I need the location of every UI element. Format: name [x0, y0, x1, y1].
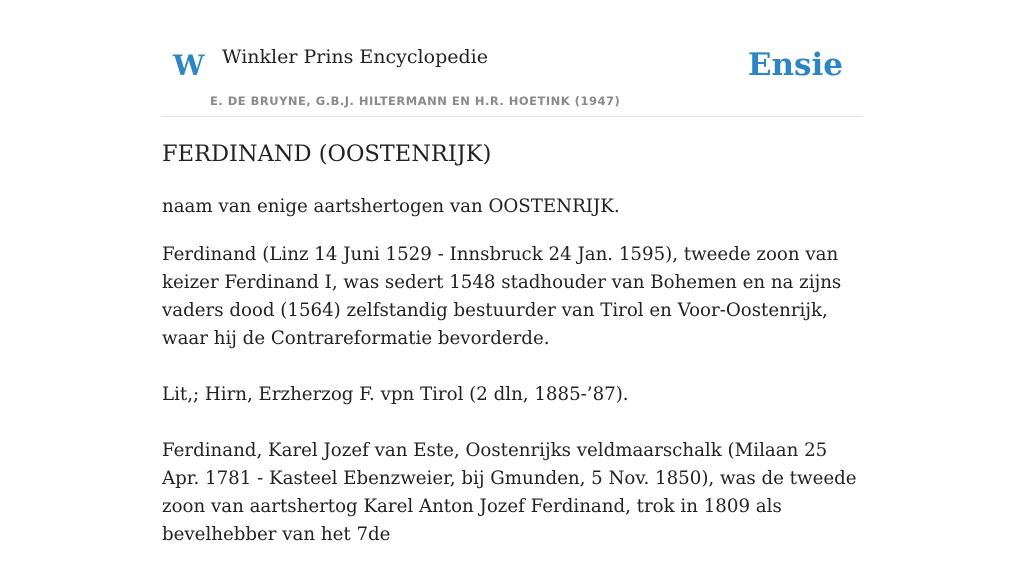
source-authors: E. DE BRUYNE, G.B.J. HILTERMANN EN H.R. HOETINK (1947) — [210, 94, 621, 108]
winkler-prins-logo-icon[interactable]: W — [173, 49, 205, 82]
article-title: FERDINAND (OOSTENRIJK) — [162, 141, 492, 167]
paragraph-intro: naam van enige aartshertogen van OOSTENRIJK. — [162, 196, 620, 217]
paragraph-literature: Lit,; Hirn, Erzherzog F. vpn Tirol (2 dln, 1885-’87). — [162, 384, 629, 405]
ensie-brand-logo[interactable]: Ensie — [747, 47, 843, 83]
source-header — [162, 0, 862, 117]
article-body — [162, 193, 862, 569]
paragraph-ferdinand-karel-jozef: Ferdinand, Karel Jozef van Este, Oostenrijks veldmaarschalk (Milaan 25 Apr. 1781 - Kasteel Ebenzweier, bij Gmunden, 5 Nov. 1850), was de tweede zoon van aartshertog Karel Anton Jozef Ferdinand, trok in 1809 als bevelhebber van het 7de — [162, 440, 857, 545]
source-title[interactable]: Winkler Prins Encyclopedie — [222, 46, 488, 68]
page — [162, 0, 862, 545]
paragraph-ferdinand-1529: Ferdinand (Linz 14 Juni 1529 - Innsbruck 24 Jan. 1595), tweede zoon van keizer Ferdinand I, was sedert 1548 stadhouder van Bohemen en na zijns vaders dood (1564) zelfstandig bestuurder van Tirol en Voor-Oostenrijk, waar hij de Contrareformatie bevorderde. — [162, 244, 842, 349]
